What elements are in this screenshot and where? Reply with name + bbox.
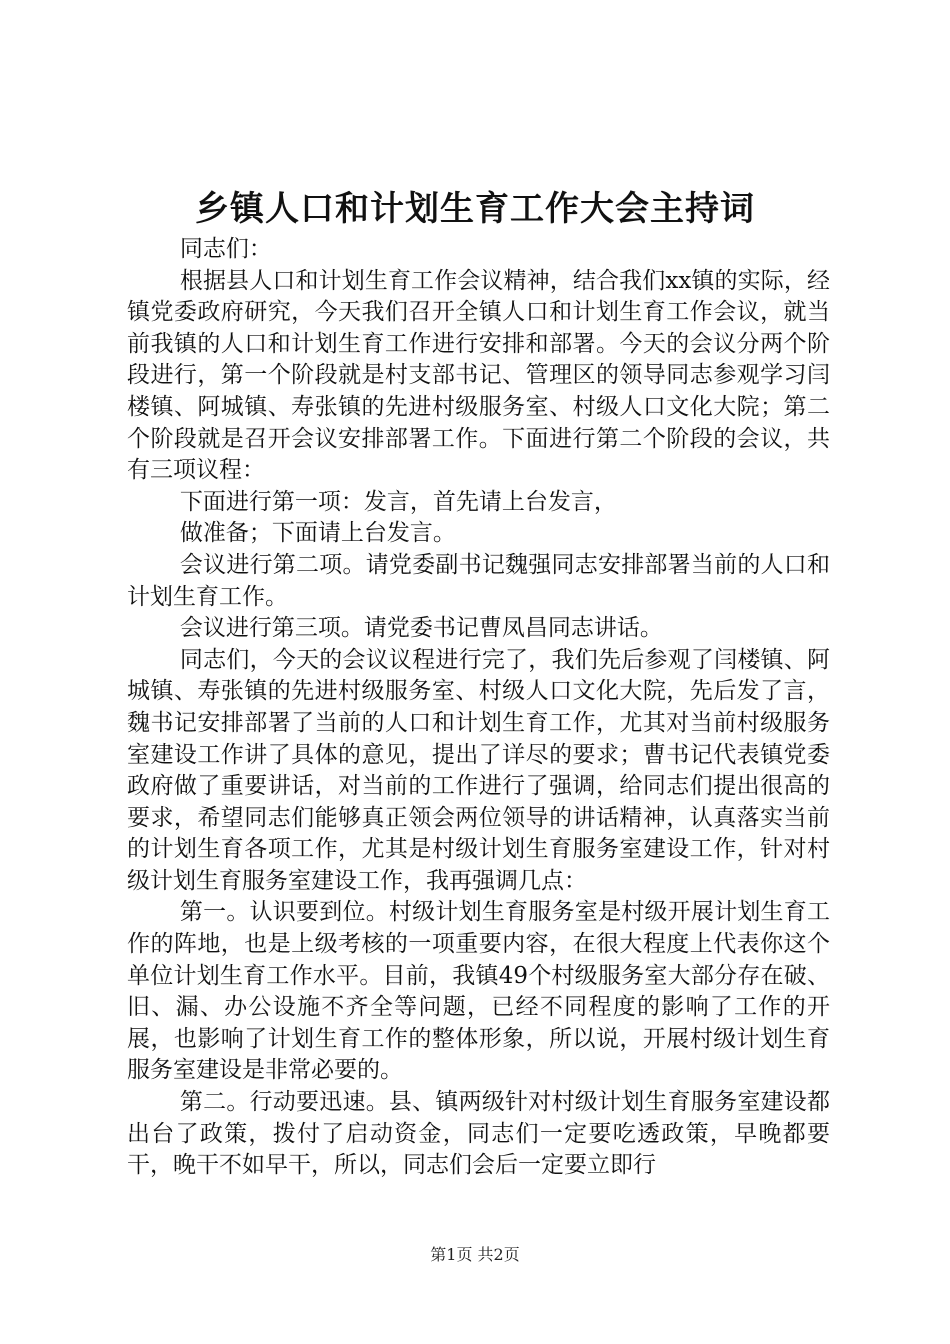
document-title: 乡镇人口和计划生育工作大会主持词 <box>195 189 755 229</box>
paragraph-agenda-item-2: 会议进行第二项。请党委副书记魏强同志安排部署当前的人口和计划生育工作。 <box>127 551 830 610</box>
paragraph-summary: 同志们，今天的会议议程进行完了，我们先后参观了闫楼镇、阿城镇、寿张镇的先进村级服务室、村级人口文化大院，先后发了言，魏书记安排部署了当前的人口和计划生育工作，尤其对当前村级服务室建设工作讲了具体的意见，提出了详尽的要求；曹书记代表镇党委政府做了重要讲话，对当前的工作进行了强调，给同志们提出很高的要求，希望同志们能够真正领会两位领导的讲话精神，认真落实当前的计划生育各项工作，尤其是村级计划生育服务室建设工作，针对村级计划生育服务室建设工作，我再强调几点： <box>127 646 830 894</box>
paragraph-salutation: 同志们： <box>179 236 272 262</box>
paragraph-point-1: 第一。认识要到位。村级计划生育服务室是村级开展计划生育工作的阵地，也是上级考核的一项重要内容，在很大程度上代表你这个单位计划生育工作水平。目前，我镇49个村级服务室大部分存在破、旧、漏、办公设施不齐全等问题，已经不同程度的影响了工作的开展，也影响了计划生育工作的整体形象，所以说，开展村级计划生育服务室建设是非常必要的。 <box>127 899 830 1084</box>
paragraph-agenda-item-1: 下面进行第一项：发言，首先请上台发言， <box>179 488 617 515</box>
paragraph-intro: 根据县人口和计划生育工作会议精神，结合我们xx镇的实际，经镇党委政府研究，今天我们召开全镇人口和计划生育工作会议，就当前我镇的人口和计划生育工作进行安排和部署。今天的会议分两个阶段进行，第一个阶段就是村支部书记、管理区的领导同志参观学习闫楼镇、阿城镇、寿张镇的先进村级服务室、村级人口文化大院；第二个阶段就是召开会议安排部署工作。下面进行第二个阶段的会议，共有三项议程： <box>127 267 830 484</box>
paragraph-point-2: 第二。行动要迅速。县、镇两级针对村级计划生育服务室建设都出台了政策，拨付了启动资金，同志们一定要吃透政策，早晚都要干，晚干不如早干，所以，同志们会后一定要立即行 <box>127 1089 830 1179</box>
document-body <box>127 234 830 1182</box>
paragraph-agenda-prepare: 做准备；下面请上台发言。 <box>179 520 456 547</box>
page-number-footer: 第1页 共2页 <box>430 1245 520 1264</box>
paragraph-agenda-item-3: 会议进行第三项。请党委书记曹凤昌同志讲话。 <box>179 615 663 642</box>
